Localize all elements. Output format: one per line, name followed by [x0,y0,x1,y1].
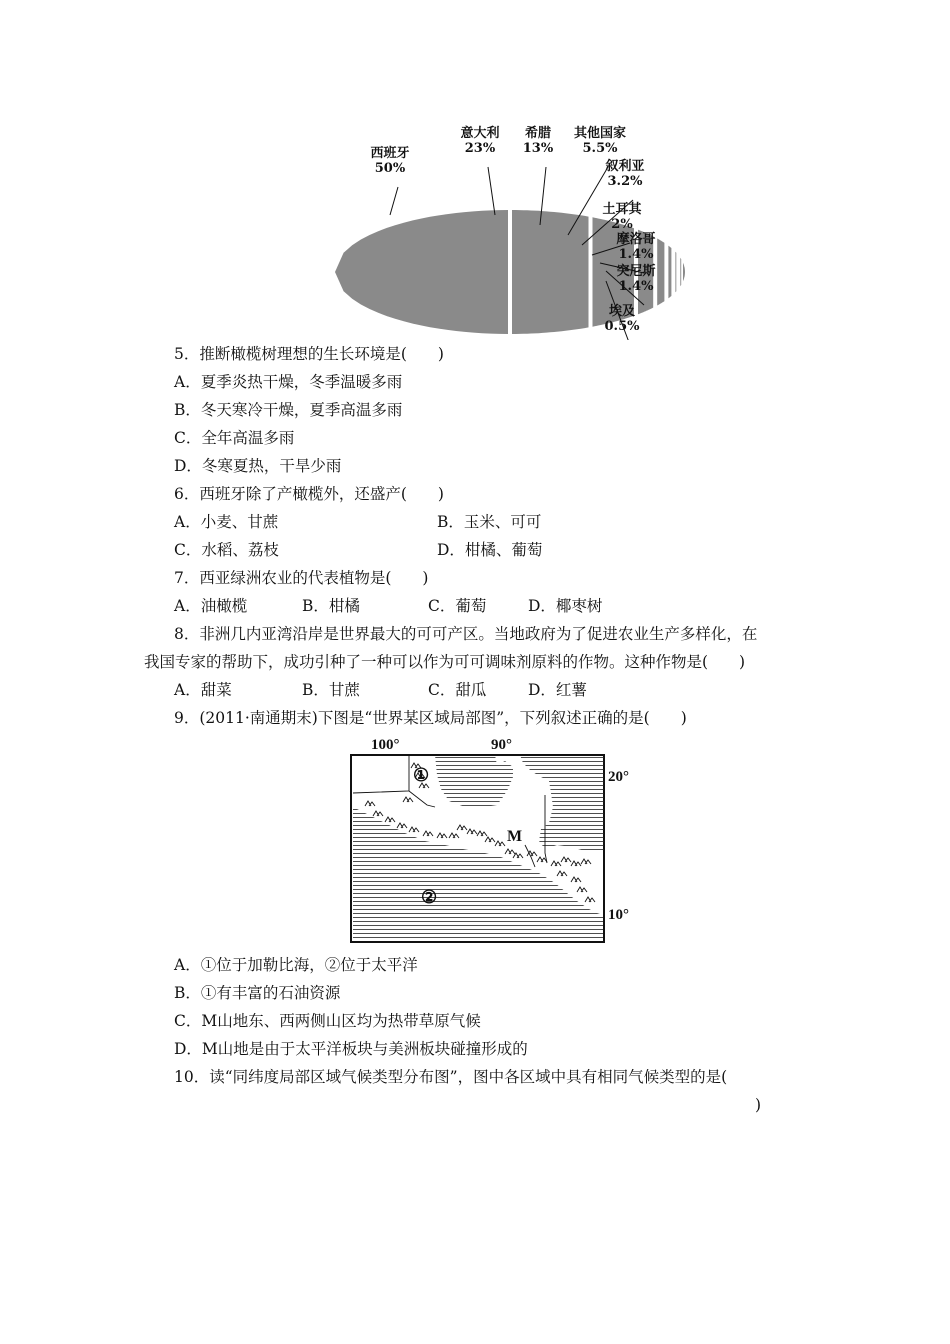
latitude-20-label: 20° [608,769,629,785]
sea-2-label: ② [421,887,438,907]
pie-leader-line [390,187,398,215]
pie-label-value: 0.5% [604,319,640,334]
q5-option-a[interactable]: A．夏季炎热干燥，冬季温暖多雨 [174,373,403,391]
pie-label-name: 突尼斯 [616,264,656,279]
pie-label-name: 埃及 [608,304,636,319]
pie-slice [335,210,508,334]
region-map [345,733,645,948]
pie-label-name: 其他国家 [573,126,627,141]
pie-leader-line [488,167,495,215]
q9-option-b[interactable]: B．①有丰富的石油资源 [174,984,341,1002]
q9-option-a[interactable]: A．①位于加勒比海，②位于太平洋 [174,956,418,974]
q6-stem: 6．西班牙除了产橄榄外，还盛产( ) [174,485,444,503]
q8-option-c[interactable]: C．甜瓜 [428,681,487,699]
pie-slice [680,258,681,286]
q6-option-a[interactable]: A．小麦、甘蔗 [174,513,279,531]
pie-label-value: 23% [464,141,496,156]
pie-slice [512,210,589,334]
pie-slice [657,239,664,306]
q7-option-a[interactable]: A．油橄榄 [174,597,248,615]
q5-option-d[interactable]: D．冬寒夏热，干旱少雨 [174,457,342,475]
pie-label-name: 意大利 [460,126,500,141]
pie-label-name: 土耳其 [602,202,642,217]
pie-label-name: 叙利亚 [605,159,645,174]
q9-option-c[interactable]: C．M山地东、西两侧山区均为热带草原气候 [174,1012,481,1030]
pie-label-name: 西班牙 [370,146,410,161]
q6-option-b[interactable]: B．玉米、可可 [437,513,542,531]
longitude-90-label: 90° [491,737,512,753]
q9-stem: 9．(2011·南通期末)下图是“世界某区域局部图”，下列叙述正确的是( ) [174,709,687,727]
pie-slice [683,263,685,282]
pie-label-value: 5.5% [582,141,618,156]
pie-label-value: 50% [374,161,406,176]
q6-option-c[interactable]: C．水稻、荔枝 [174,541,279,559]
pie-label-value: 13% [522,141,554,156]
q7-option-c[interactable]: C．葡萄 [428,597,487,615]
q5-stem: 5．推断橄榄树理想的生长环境是( ) [174,345,444,363]
pie-label-name: 摩洛哥 [616,232,656,247]
q7-option-b[interactable]: B．柑橘 [302,597,360,615]
q7-stem: 7．西亚绿洲农业的代表植物是( ) [174,569,429,587]
pie-label-name: 希腊 [524,126,552,141]
pie-label-value: 2% [611,217,633,232]
longitude-100-label: 100° [371,737,400,753]
latitude-10-label: 10° [608,907,629,923]
pie-label-value: 1.4% [618,247,654,262]
q8-stem-line2: 我国专家的帮助下，成功引种了一种可以作为可可调味剂原料的作物。这种作物是( ) [144,653,746,671]
q9-option-d[interactable]: D．M山地是由于太平洋板块与美洲板块碰撞形成的 [174,1040,528,1058]
pie-slice [675,252,676,292]
q8-option-a[interactable]: A．甜菜 [174,681,232,699]
q10-stem-line2: ) [755,1096,762,1114]
q8-stem-line1: 8．非洲几内亚湾沿岸是世界最大的可可产区。当地政府为了促进农业生产多样化，在 [174,625,758,643]
pie-label-value: 3.2% [607,174,643,189]
pie-slice [668,246,671,299]
q5-option-b[interactable]: B．冬天寒冷干燥，夏季高温多雨 [174,401,403,419]
q8-option-d[interactable]: D．红薯 [528,681,587,699]
sea-1-label: ① [413,765,430,785]
q5-option-c[interactable]: C．全年高温多雨 [174,429,295,447]
mountain-m-label: M [507,828,523,845]
q7-option-d[interactable]: D．椰枣树 [528,597,603,615]
q10-stem-line1: 10．读“同纬度局部区域气候类型分布图”，图中各区域中具有相同气候类型的是( [174,1068,728,1086]
q6-option-d[interactable]: D．柑橘、葡萄 [437,541,543,559]
olive-production-pie-chart [330,115,690,340]
q8-option-b[interactable]: B．甘蔗 [302,681,360,699]
pie-label-value: 1.4% [618,279,654,294]
